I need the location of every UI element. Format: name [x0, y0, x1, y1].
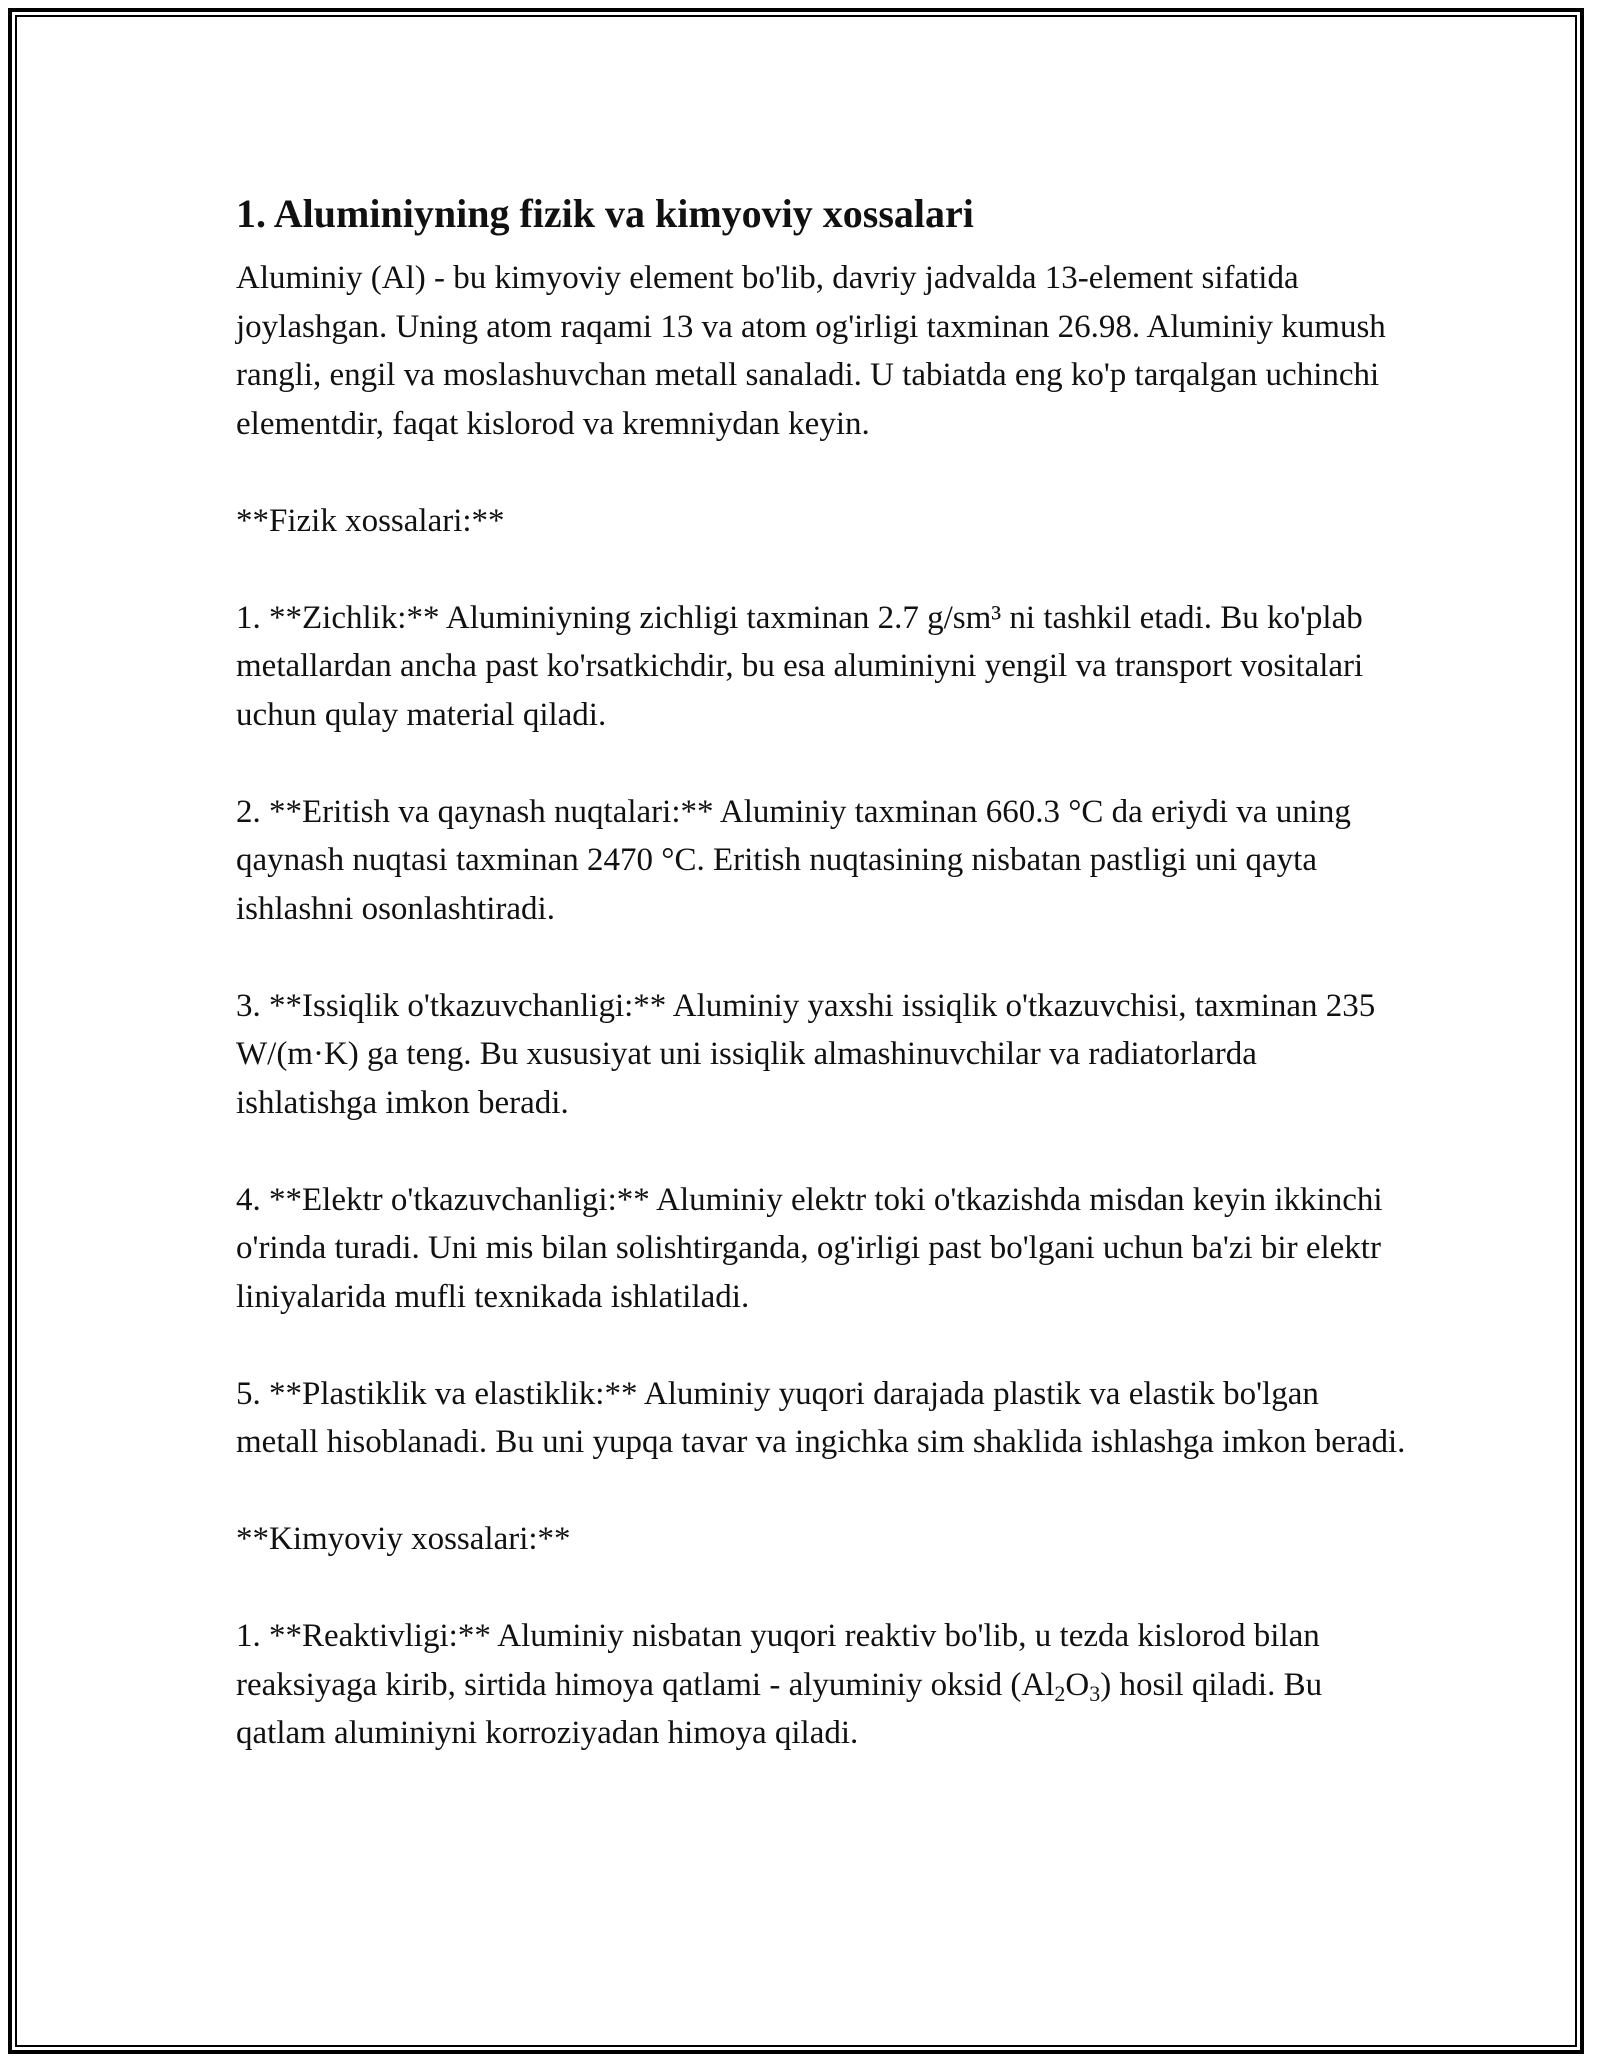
document-title: 1. Aluminiyning fizik va kimyoviy xossalari	[236, 191, 974, 236]
physical-item-density: 1. **Zichlik:** Aluminiyning zichligi taxminan 2.7 g/sm³ ni tashkil etadi. Bu ko'plab metallardan ancha past ko'rsatkichdir, bu esa aluminiyni yengil va transport vositalari uchun qulay material qiladi.	[236, 599, 1364, 733]
physical-item-thermal-conductivity: 3. **Issiqlik o'tkazuvchanligi:** Aluminiy yaxshi issiqlik o'tkazuvchisi, taxminan 235 W/(m·K) ga teng. Bu xususiyat uni issiqlik almashinuvchilar va radiatorlarda ishlatishga imkon beradi.	[236, 987, 1376, 1121]
chemical-properties-heading: **Kimyoviy xossalari:**	[236, 1521, 571, 1557]
document-body	[236, 186, 1406, 1758]
physical-item-melting-boiling: 2. **Eritish va qaynash nuqtalari:** Aluminiy taxminan 660.3 °C da eriydi va uning qaynash nuqtasi taxminan 2470 °C. Eritish nuqtasining nisbatan pastligi uni qayta ishlashni osonlashtiradi.	[236, 793, 1351, 927]
subscript-3: 3	[1089, 1680, 1101, 1706]
oxygen-symbol: O	[1065, 1666, 1090, 1703]
physical-item-plasticity: 5. **Plastiklik va elastiklik:** Aluminiy yuqori darajada plastik va elastik bo'lgan metall hisoblanadi. Bu uni yupqa tavar va ingichka sim shaklida ishlashga imkon beradi.	[236, 1375, 1406, 1460]
reactivity-text-end: ) hosil qiladi. Bu qatlam aluminiyni korroziyadan himoya qiladi.	[236, 1666, 1323, 1751]
physical-properties-heading: **Fizik xossalari:**	[236, 502, 505, 539]
subscript-2: 2	[1054, 1680, 1066, 1706]
physical-item-electrical-conductivity: 4. **Elektr o'tkazuvchanligi:** Aluminiy elektr toki o'tkazishda misdan keyin ikkinchi o'rinda turadi. Uni mis bilan solishtirganda, og'irligi past bo'lgani uchun ba'zi bir elektr liniyalarida mufli texnikada ishlatiladi.	[236, 1181, 1383, 1315]
reactivity-text-start: 1. **Reaktivligi:** Aluminiy nisbatan yuqori reaktiv bo'lib, u tezda kislorod bilan reaksiyaga kirib, sirtida himoya qatlami - alyuminiy oksid (Al	[236, 1618, 1320, 1703]
chemical-item-reactivity	[236, 1612, 1406, 1758]
intro-paragraph: Aluminiy (Al) - bu kimyoviy element bo'lib, davriy jadvalda 13-element sifatida joylashgan. Uning atom raqami 13 va atom og'irligi taxminan 26.98. Aluminiy kumush rangli, engil va moslashuvchan metall sanaladi. U tabiatda eng ko'p tarqalgan uchinchi elementdir, faqat kislorod va kremniydan keyin.	[236, 260, 1386, 442]
